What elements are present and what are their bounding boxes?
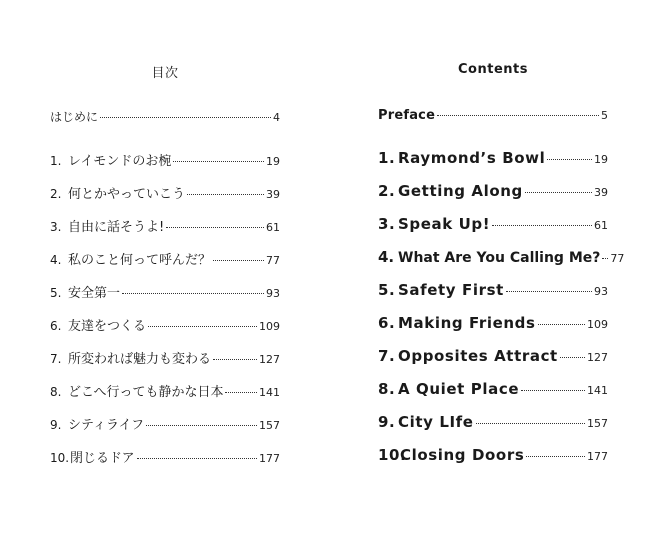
entry-page: 157 xyxy=(587,417,608,430)
dot-leader xyxy=(602,258,608,259)
entry-title: 安全第一 xyxy=(68,286,121,301)
entry-number: 2. xyxy=(50,187,62,201)
toc-entry-jp[interactable] xyxy=(50,150,280,169)
entry-page: 109 xyxy=(259,320,280,333)
entry-title: 友達をつくる xyxy=(68,319,147,334)
entry-page: 4 xyxy=(273,111,280,124)
entry-page: 141 xyxy=(587,384,608,397)
toc-entry-en[interactable] xyxy=(378,413,608,431)
entry-title: Making Friends xyxy=(398,314,536,332)
entry-title: Opposites Attract xyxy=(398,347,558,365)
entry-title: What Are You Calling Me? xyxy=(398,250,601,266)
toc-entry-jp[interactable] xyxy=(50,216,280,235)
entry-page: 39 xyxy=(266,188,280,201)
entry-title: A Quiet Place xyxy=(398,380,520,398)
entry-number: 7. xyxy=(50,352,62,366)
toc-entry-en[interactable] xyxy=(378,149,608,167)
toc-entry-en[interactable] xyxy=(378,446,608,464)
entry-title: Getting Along xyxy=(398,182,523,200)
entry-page: 93 xyxy=(594,285,608,298)
dot-leader xyxy=(187,194,264,195)
dot-leader xyxy=(525,192,592,193)
dot-leader xyxy=(521,390,585,391)
dot-leader xyxy=(122,293,264,294)
dot-leader xyxy=(225,392,257,393)
entry-page: 157 xyxy=(259,419,280,432)
entry-page: 19 xyxy=(594,153,608,166)
entry-number: 4. xyxy=(378,248,395,266)
entry-number: 5. xyxy=(50,286,62,300)
entry-title: はじめに xyxy=(50,110,99,124)
entry-page: 77 xyxy=(610,252,625,265)
toc-entry-jp[interactable] xyxy=(50,447,280,466)
entry-title: 自由に話そうよ! xyxy=(68,220,165,235)
toc-entry-jp[interactable] xyxy=(50,282,280,301)
toc-entry-preface-en[interactable] xyxy=(378,108,608,123)
entry-page: 61 xyxy=(266,221,280,234)
dot-leader xyxy=(506,291,592,292)
entry-page: 19 xyxy=(266,155,280,168)
entry-page: 39 xyxy=(594,186,608,199)
toc-entry-en[interactable] xyxy=(378,347,608,365)
entry-number: 9. xyxy=(50,418,62,432)
toc-entry-preface-jp[interactable] xyxy=(50,108,280,125)
entry-title: Closing Doors xyxy=(400,446,525,464)
entry-title: 閉じるドア xyxy=(70,451,135,466)
toc-heading-japanese: 目次 xyxy=(151,66,179,81)
entry-number: 1. xyxy=(50,154,62,168)
entry-number: 7. xyxy=(378,347,396,365)
entry-title: Raymond’s Bowl xyxy=(398,149,546,167)
dot-leader xyxy=(538,324,585,325)
dot-leader xyxy=(526,456,585,457)
entry-title: 私のこと何って呼んだ？ xyxy=(68,253,212,268)
dot-leader xyxy=(100,117,271,118)
dot-leader xyxy=(476,423,585,424)
entry-page: 127 xyxy=(587,351,608,364)
entry-number: 8. xyxy=(378,380,396,398)
entry-number: 3. xyxy=(50,220,62,234)
dot-leader xyxy=(213,359,257,360)
toc-entry-en[interactable] xyxy=(378,314,608,332)
entry-page: 177 xyxy=(587,450,608,463)
entry-number: 8. xyxy=(50,385,62,399)
dot-leader xyxy=(166,227,264,228)
dot-leader xyxy=(137,458,257,459)
entry-number: 10. xyxy=(378,446,407,464)
entry-page: 93 xyxy=(266,287,280,300)
entry-title: Safety First xyxy=(398,281,504,299)
entry-title: レイモンドのお椀 xyxy=(68,154,172,169)
entry-number: 2. xyxy=(378,182,396,200)
toc-entry-en[interactable] xyxy=(378,380,608,398)
entry-title: どこへ行っても静かな日本 xyxy=(68,385,224,400)
toc-entry-en[interactable] xyxy=(378,248,625,266)
entry-title: 何とかやっていこう xyxy=(68,187,186,202)
entry-page: 177 xyxy=(259,452,280,465)
entry-number: 6. xyxy=(378,314,396,332)
entry-number: 10. xyxy=(50,451,70,465)
entry-title: Speak Up! xyxy=(398,215,491,233)
toc-heading-english: Contents xyxy=(458,62,528,77)
entry-page: 5 xyxy=(601,109,608,122)
dot-leader xyxy=(173,161,264,162)
dot-leader xyxy=(492,225,592,226)
toc-entry-en[interactable] xyxy=(378,281,608,299)
entry-page: 61 xyxy=(594,219,608,232)
dot-leader xyxy=(148,326,257,327)
entry-title: City LIfe xyxy=(398,413,474,431)
dot-leader xyxy=(437,115,599,116)
entry-page: 77 xyxy=(266,254,280,267)
entry-number: 5. xyxy=(378,281,396,299)
toc-entry-jp[interactable] xyxy=(50,348,280,367)
toc-entry-jp[interactable] xyxy=(50,414,280,433)
toc-entry-jp[interactable] xyxy=(50,183,280,202)
entry-title: Preface xyxy=(378,108,436,123)
entry-title: 所変われば魅力も変わる xyxy=(68,352,212,367)
toc-entry-en[interactable] xyxy=(378,182,608,200)
entry-page: 127 xyxy=(259,353,280,366)
dot-leader xyxy=(547,159,592,160)
dot-leader xyxy=(213,260,264,261)
toc-entry-en[interactable] xyxy=(378,215,608,233)
toc-entry-jp[interactable] xyxy=(50,249,280,268)
toc-entry-jp[interactable] xyxy=(50,315,280,334)
dot-leader xyxy=(560,357,585,358)
entry-number: 4. xyxy=(50,253,62,267)
dot-leader xyxy=(146,425,257,426)
entry-title: シティライフ xyxy=(68,418,145,433)
entry-page: 141 xyxy=(259,386,280,399)
entry-number: 9. xyxy=(378,413,396,431)
entry-number: 1. xyxy=(378,149,396,167)
entry-number: 3. xyxy=(378,215,396,233)
toc-entry-jp[interactable] xyxy=(50,381,280,400)
entry-number: 6. xyxy=(50,319,62,333)
entry-page: 109 xyxy=(587,318,608,331)
